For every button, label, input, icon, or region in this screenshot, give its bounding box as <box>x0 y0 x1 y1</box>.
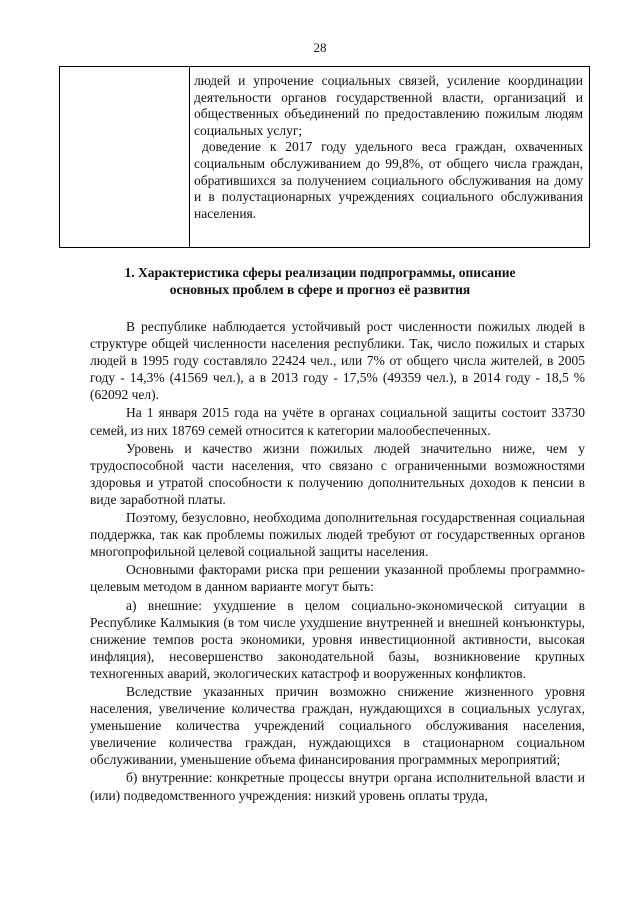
section-heading: 1. Характеристика сферы реализации подпрограммы, описание основных проблем в сфере и прогноз её развития <box>124 265 516 297</box>
body-paragraph: Вследствие указанных причин возможно снижение жизненного уровня населения, увеличение количества граждан, нуждающихся в социальных услугах, уменьшение количества учреждений социального обслуживания населения, увеличение количества граждан, нуждающихся в стационарном социальном обслуживании, уменьшение объема финансирования программных мероприятий; <box>90 683 585 768</box>
body-paragraph: Основными факторами риска при решении указанной проблемы программно-целевым методом в данном варианте могут быть: <box>90 562 585 595</box>
table-column-divider <box>189 67 190 247</box>
table-cell-paragraph: доведение к 2017 году удельного веса граждан, охваченных социальным обслуживанием до 99,8%, от общего числа граждан, обратившихся за получением социального обслуживания на дому и в полустационарных учреждениях социального обслуживания населения. <box>194 139 583 221</box>
body-paragraph: Уровень и качество жизни пожилых людей значительно ниже, чем у трудоспособной части населения, что связано с ограниченными возможностями здоровья и утратой способности к получению дополнительных доходов к пенсии в виде заработной платы. <box>90 440 585 507</box>
body-paragraph: На 1 января 2015 года на учёте в органах социальной защиты состоит 33730 семей, из них 18769 семей относится к категории малообеспеченных. <box>90 405 585 438</box>
body-paragraph: В республике наблюдается устойчивый рост численности пожилых людей в структуре общей численности населения республики. Так, число пожилых и старых людей в 1995 году составляло 22424 чел., или 7% от общего числа жителей, в 2005 году - 14,3% (41569 чел.), а в 2013 году - 17,5% (49359 чел.), в 2014 году - 18,5 % (62092 чел). <box>90 319 585 403</box>
table-cell-content <box>194 73 583 222</box>
body-paragraph: б) внутренние: конкретные процессы внутри органа исполнительной власти и (или) подведомственного учреждения: низкий уровень оплаты труда, <box>90 770 585 803</box>
body-text <box>90 318 585 805</box>
page-number: 28 <box>313 40 327 55</box>
continued-table <box>59 66 590 248</box>
table-cell-paragraph: людей и упрочение социальных связей, усиление координации деятельности органов государственной власти, организаций и общественных объединений по предоставлению пожилым людям социальных услуг; <box>194 73 583 138</box>
body-paragraph: а) внешние: ухудшение в целом социально-экономической ситуации в Республике Калмыкия (в том числе ухудшение внутренней и внешней конъюнктуры, снижение темпов роста экономики, уровня инвестиционной активности, высокая инфляция), несовершенство законодательной базы, возникновение крупных техногенных аварий, экологических катастроф и вооруженных конфликтов. <box>90 597 585 681</box>
body-paragraph: Поэтому, безусловно, необходима дополнительная государственная социальная поддержка, так как проблемы пожилых людей требуют от государственных органов многопрофильной целевой социальной защиты населения. <box>90 510 585 560</box>
